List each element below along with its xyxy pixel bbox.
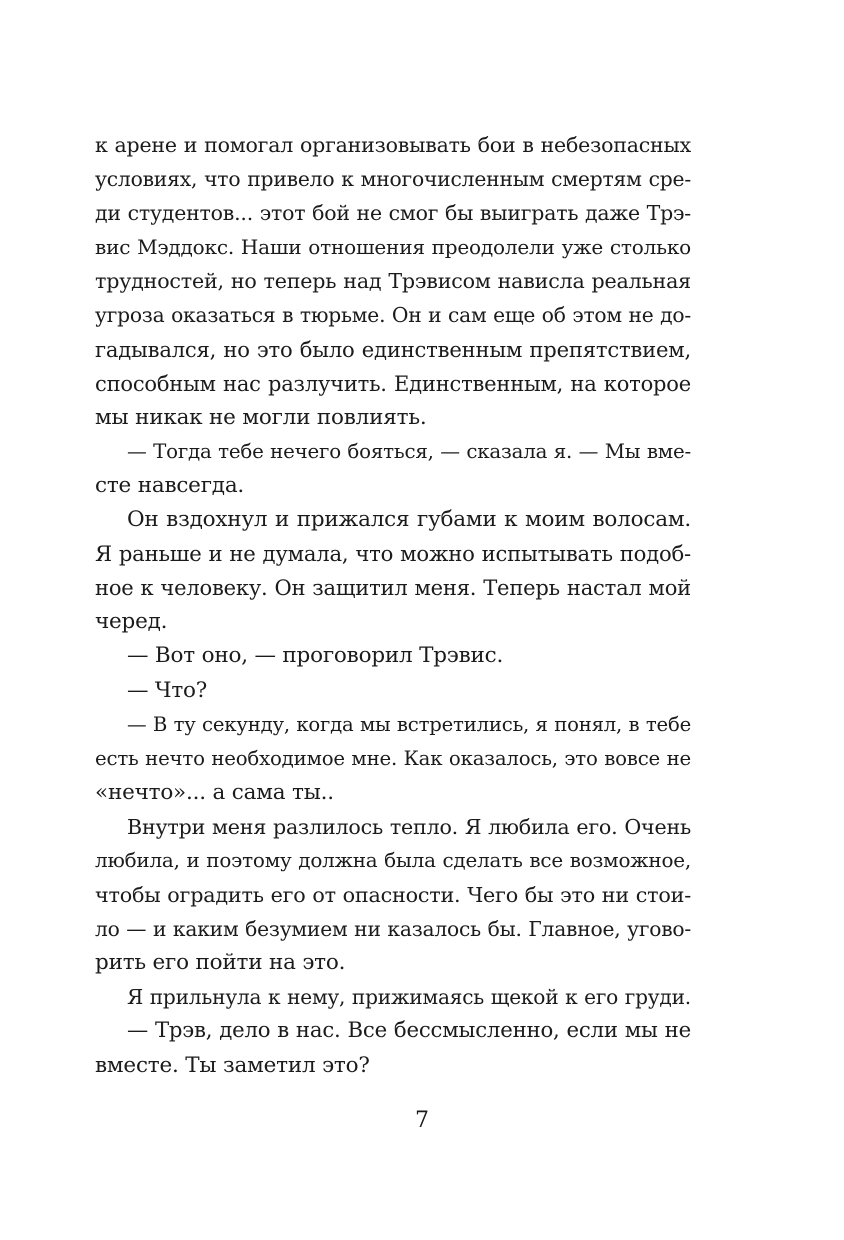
page-number: 7	[415, 1108, 429, 1133]
text-line: — Что?	[127, 677, 208, 703]
text-line: трудностей, но теперь над Трэвисом нависла реальная	[95, 269, 691, 294]
text-line: мы никак не могли повлиять.	[95, 404, 427, 430]
text-line: — В ту секунду, когда мы встретились, я понял, в тебе	[127, 712, 691, 736]
text-line: к арене и помогал организовывать бои в небезопасных	[95, 133, 691, 157]
text-line: — Трэв, дело в нас. Все бессмысленно, если мы не	[127, 1018, 691, 1044]
text-line: «нечто»... а сама ты..	[95, 779, 334, 805]
text-line: есть нечто необходимое мне. Как оказалось, это вовсе не	[95, 746, 691, 770]
text-line: чтобы оградить его от опасности. Чего бы это ни стои-	[95, 883, 691, 908]
text-line: Он вздохнул и прижался губами к моим волосам.	[127, 507, 691, 533]
text-line: рить его пойти на это.	[95, 950, 346, 976]
text-line: черед.	[95, 609, 168, 635]
text-line: любила, и поэтому должна была сделать все возможное,	[95, 848, 691, 872]
text-line: — Вот оно, — проговорил Трэвис.	[127, 643, 504, 669]
text-line: ло — и каким безумием ни казалось бы. Главное, угово-	[95, 917, 691, 942]
text-line: Я прильнула к нему, прижимаясь щекой к его груди.	[127, 985, 691, 1010]
text-line: — Тогда тебе нечего бояться, — сказала я. — Мы вме-	[127, 439, 691, 463]
text-line: вис Мэддокс. Наши отношения преодолели уже столько	[95, 235, 691, 260]
text-line: Внутри меня разлилось тепло. Я любила его. Очень	[127, 814, 691, 839]
text-line: ди студентов... этот бой не смог бы выиграть даже Трэ-	[95, 201, 691, 226]
text-line: сте навсегда.	[95, 472, 245, 498]
page-body-text	[95, 128, 691, 1083]
text-line: способным нас разлучить. Единственным, на которое	[95, 370, 691, 396]
text-line: вместе. Ты заметил это?	[95, 1052, 370, 1078]
text-line: угроза оказаться в тюрьме. Он и сам еще об этом не до-	[95, 303, 691, 328]
text-line: ное к человеку. Он защитил меня. Теперь настал мой	[95, 575, 691, 601]
text-line: условиях, что привело к многочисленным смертям сре-	[95, 167, 691, 192]
text-line: Я раньше и не думала, что можно испытывать подоб-	[95, 541, 691, 567]
text-line: гадывался, но это было единственным препятствием,	[95, 336, 691, 362]
